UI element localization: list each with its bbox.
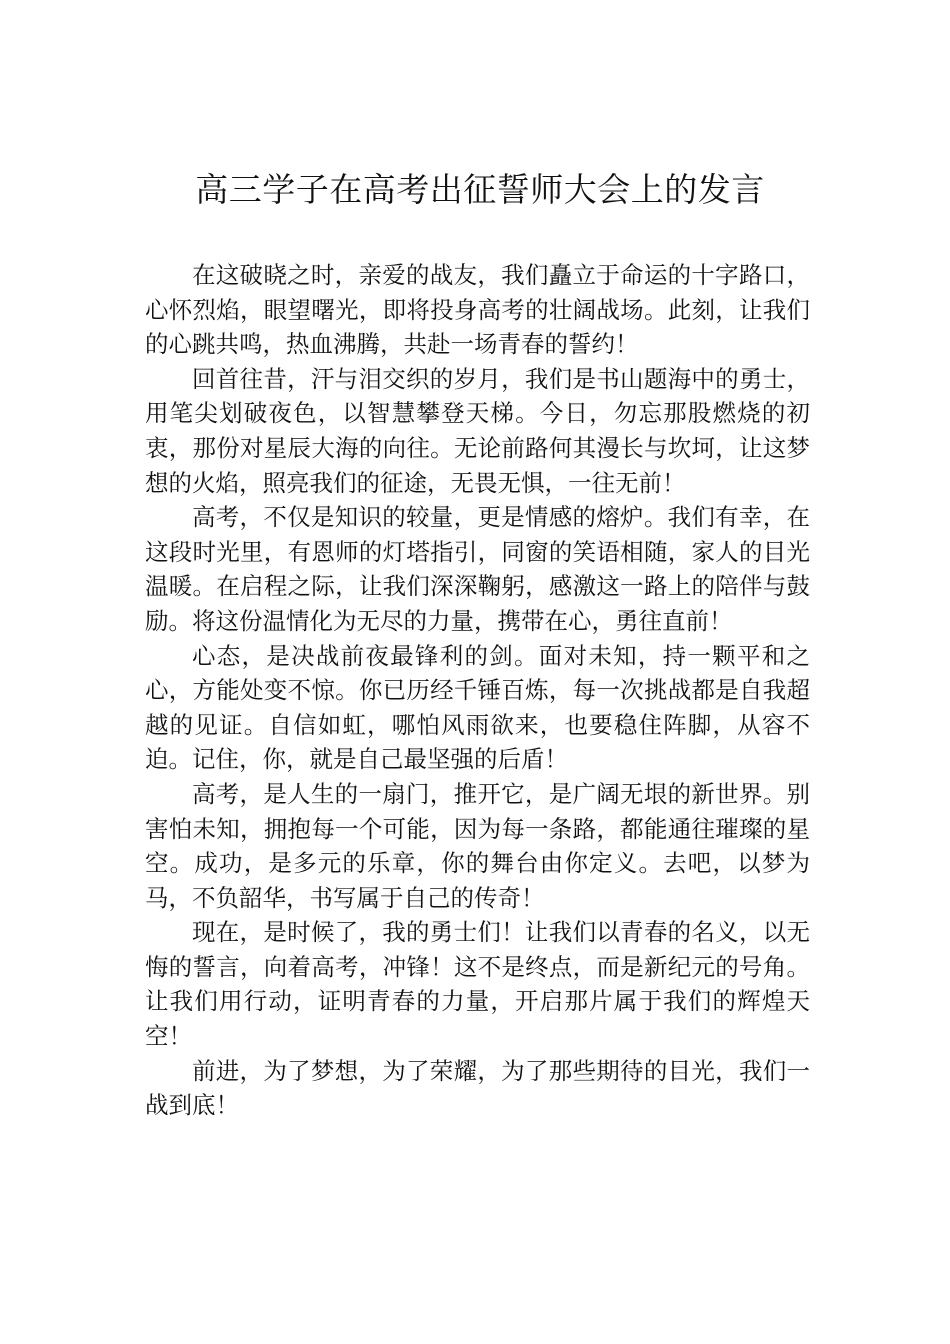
paragraph-3: 高考，不仅是知识的较量，更是情感的熔炉。我们有幸，在这段时光里，有恩师的灯塔指引，同窗的笑语相随，家人的目光温暖。在启程之际，让我们深深鞠躬，感激这一路上的陪伴与鼓励。将这份温情化为无尽的力量，携带在心，勇往直前！: [145, 503, 810, 635]
paragraph-5: 高考，是人生的一扇门，推开它，是广阔无垠的新世界。别害怕未知，拥抱每一个可能，因为每一条路，都能通往璀璨的星空。成功，是多元的乐章，你的舞台由你定义。去吧，以梦为马，不负韶华，书写属于自己的传奇！: [145, 779, 810, 912]
paragraph-4: 心态，是决战前夜最锋利的剑。面对未知，持一颗平和之心，方能处变不惊。你已历经千锤百炼，每一次挑战都是自我超越的见证。自信如虹，哪怕风雨欲来，也要稳住阵脚，从容不迫。记住，你，就是自己最坚强的后盾！: [145, 641, 810, 774]
paragraph-7: 前进，为了梦想，为了荣耀，为了那些期待的目光，我们一战到底！: [145, 1056, 810, 1120]
document-title: 高三学子在高考出征誓师大会上的发言: [195, 170, 765, 209]
paragraph-2: 回首往昔，汗与泪交织的岁月，我们是书山题海中的勇士，用笔尖划破夜色，以智慧攀登天梯。今日，勿忘那股燃烧的初衷，那份对星辰大海的向往。无论前路何其漫长与坎坷，让这梦想的火焰，照亮我们的征途，无畏无惧，一往无前！: [145, 364, 810, 497]
paragraph-6: 现在，是时候了，我的勇士们！让我们以青春的名义，以无悔的誓言，向着高考，冲锋！这不是终点，而是新纪元的号角。让我们用行动，证明青春的力量，开启那片属于我们的辉煌天空！: [145, 918, 810, 1051]
paragraph-1: 在这破晓之时，亲爱的战友，我们矗立于命运的十字路口，心怀烈焰，眼望曙光，即将投身高考的壮阔战场。此刻，让我们的心跳共鸣，热血沸腾，共赴一场青春的誓约！: [145, 261, 810, 359]
document-body: [145, 258, 810, 1123]
